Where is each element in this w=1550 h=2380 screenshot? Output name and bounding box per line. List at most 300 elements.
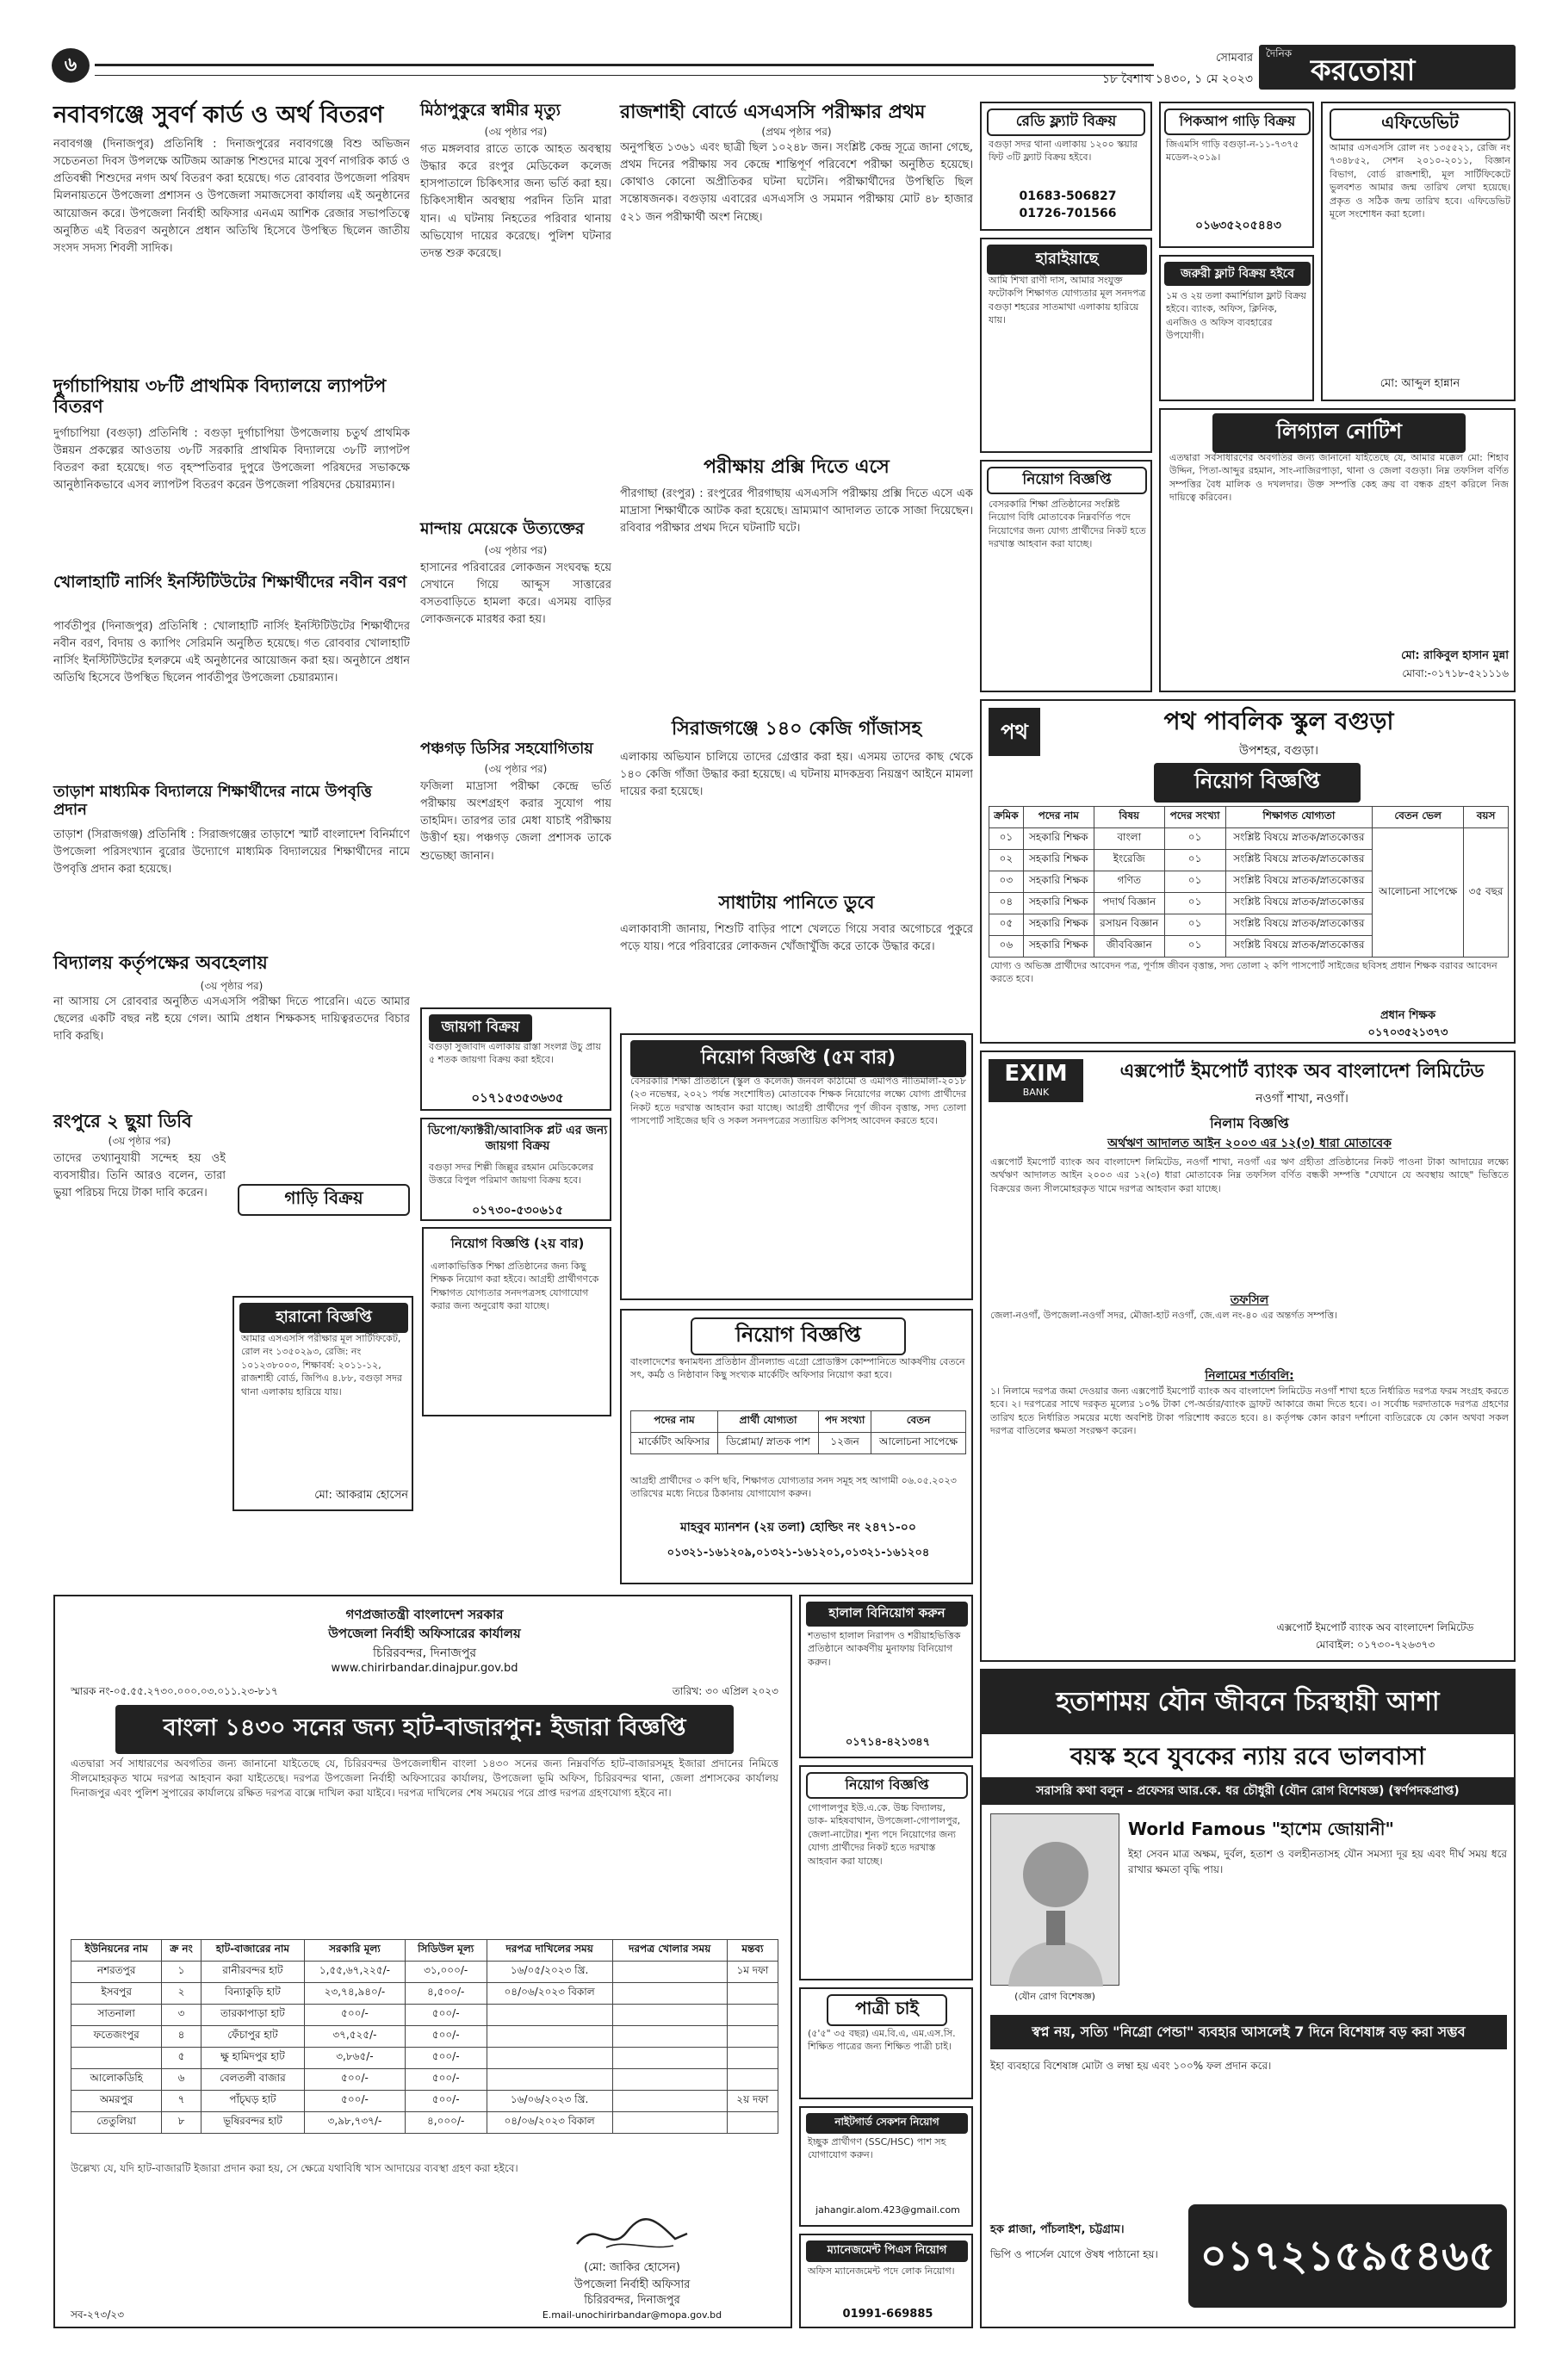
ad-urgent-flat [1159,255,1314,401]
school-table-cell: সংশ্লিষ্ট বিষয়ে স্নাতক/স্নাতকোত্তর [1225,871,1373,893]
ad-title: এফিডেভিট [1330,108,1510,140]
ad-nightguard [799,2106,973,2227]
school-table-cell: ০১ [989,828,1024,850]
ad-phone: 01683-506827 [1019,189,1117,203]
govt-table-cell: ক্ষু হামিদপুর হাট [201,2048,304,2069]
ad-affidavit [1321,102,1516,401]
govt-text: এতদ্বারা সর্ব সাধারণের অবগতির জন্য জানানো যাইতেছে যে, চিরিরবন্দর উপজেলাধীন বাংলা ১৪৩০ সনের জন্য নিম্নবর্ণিত হাট-বাজারসমূহ ইজারা প্রদানের নিমিত্তে সীলমোহরকৃত খামে দরপত্র আহবান করা যাইতেছে। দরপত্র উপজেলা নির্বাহী অফিসারের কার্যালয়, উপজেলা ভূমি অফিস, চিরিরবন্দর থানা, জেলা প্রশাসকের কার্যালয় দিনাজপুর এবং পুলিশ সুপারের কার্যালয়ে রক্ষিত দরপত্র বাক্সে দাখিল করা যাইবে। দরপত্র দাখিলের শেষ সময়ের পরে প্রাপ্ত দরপত্র গ্রহণযোগ্য হইবে না। [71,1757,778,1799]
ad-title: হারাইয়াছে [987,245,1147,275]
govt-table-cell: ৮ [162,2112,201,2134]
exim-law: অর্থঋণ আদালত আইন ২০০৩ এর ১২(৩) ধারা মোতাবেক [1107,1137,1392,1150]
school-table-cell: গণিত [1094,871,1164,893]
govt-table-cell [612,2005,727,2026]
article-body: নবাবগঞ্জ (দিনাজপুর) প্রতিনিধি : দিনাজপুরের নবাবগঞ্জে বিশু অভিজন সচেতনতা দিবস উপলক্ষে অটিজম আক্রান্ত শিশুদের মাঝে সুবর্ণ নাগরিক কার্ড ও প্রতিবন্ধী শিশুদের নগদ অর্থ বিতরণ করা হয়েছে। গত রোববার উপজেলা পরিষদ মিলনায়তনে উপজেলা প্রশাসন ও উপজেলা সমাজসেবা কার্যালয় এই অনুষ্ঠানের আয়োজন করে। উপজেলা নির্বাহী অফিসার এনএম আশিক রেজার সভাপতিত্বে অনুষ্ঠিত এই বিতরণ অনুষ্ঠানে প্রধান অতিথি হিসেবে উপস্থিত ছিলেন জাতীয় সংসদ সদস্য শিবলী সাদিক। [53,138,410,255]
health-strip: সরাসরি কথা বলুন - প্রফেসর আর.কে. ধর চৌধুরী (যৌন রোগ বিশেষজ্ঞ) (স্বর্ণপদকপ্রাপ্ত) [982,1777,1514,1805]
govt-table-cell: নশরতপুর [71,1962,162,1983]
headline-manda: মান্দায় মেয়েকে উত্যক্তের [420,519,585,538]
ad-jobs-second [422,1227,611,1416]
govt-table-cell: ৫০০/- [405,2069,487,2091]
exim-text: জেলা-নওগাঁ, উপজেলা-নওগাঁ সদর, মৌজা-হাট নওগাঁ, জে.এল নং-৪০ এর অন্তর্গত সম্পত্তি। [990,1310,1338,1321]
school-table-cell: জীববিজ্ঞান [1094,936,1164,958]
headline-school-negligence: বিদ্যালয় কর্তৃপক্ষের অবহেলায় [53,952,268,973]
govt-table-cell: ১ম দফা [727,1962,778,1983]
school-table-cell: সংশ্লিষ্ট বিষয়ে স্নাতক/স্নাতকোত্তর [1225,893,1373,914]
govt-table-row [71,1962,778,1983]
ad-pickup-sale [1159,102,1314,248]
column-3 [620,102,973,1118]
exim-logo-sub: BANK [1022,1087,1050,1098]
govt-text: উল্লেখ্য যে, যদি হাট-বাজারটি ইজারা প্রদান করা হয়, সে ক্ষেত্রে যথাবিধি খাস আদায়ের ব্যবস্থা গ্রহণ করা হইবে। [71,2162,518,2174]
ad-jobs-3 [799,1765,973,1980]
health-headline: হতাশাময় যৌন জীবনে চিরস্থায়ী আশা [982,1670,1514,1734]
govt-table-cell: তারকাপাড়া হাট [201,2005,304,2026]
headline-husband-death: মিঠাপুকুরে স্বামীর মৃত্যু [420,101,561,120]
article-body: হাসানের পরিবারের লোকজন সংঘবদ্ধ হয়ে সেখানে গিয়ে আব্দুস সাত্তারের বসতবাড়িতে হামলা করে। এসময় বাড়ির লোকজনকে মারধর করা হয়। [420,561,611,627]
ad-text: ইচ্ছুক প্রার্থীগণ (SSC/HSC) পাশ সহ যোগাযোগ করুন। [808,2136,946,2161]
ad-text: শতভাগ হালাল নিরাপদ ও শরীয়াহভিত্তিক প্রতিষ্ঠানে আকর্ষণীয় মুনাফায় বিনিয়োগ করুন। [808,1630,961,1668]
govt-table-cell: ১৬/০৬/২০২৩ খ্রি. [487,2091,612,2112]
ad-phone: ০১৭১৪-৪২১৩৪৭ [845,1736,931,1749]
govt-table-cell: ৫০০/- [305,2091,406,2112]
ad-text: এলাকাভিত্তিক শিক্ষা প্রতিষ্ঠানের জন্য কিছু শিক্ষক নিয়োগ করা হইবে। আগ্রহী প্রার্থীগণকে শিক্ষাগত যোগ্যতার সনদপত্রসহ যোগাযোগ করার জন্য অনুরোধ করা যাচ্ছে। [431,1261,599,1312]
exim-branch: নওগাঁ শাখা, নওগাঁ। [1256,1092,1348,1106]
govt-table-cell [727,2069,778,2091]
article-body: ফজিলা মাদ্রাসা পরীক্ষা কেন্দ্রে ভর্তি পরীক্ষায় অংশগ্রহণ করার সুযোগ পায় তাহমিদ। তারপর তার মেধা যাচাই পরীক্ষায় উত্তীর্ণ হয়। পঞ্চগড় জেলা প্রশাসক তাকে শুভেচ্ছা জানান। [420,780,611,863]
govt-table-cell: ৭ [162,2091,201,2112]
ad-title: পাত্রী চাই [827,1994,947,2026]
school-table-cell: সহকারি শিক্ষক [1023,893,1094,914]
govt-table-cell: ৩ [162,2005,201,2026]
school-table-cell: সংশ্লিষ্ট বিষয়ে স্নাতক/স্নাতকোত্তর [1225,828,1373,850]
school-table-cell: পদার্থ বিজ্ঞান [1094,893,1164,914]
doctor-photo [990,1813,1119,1986]
health-headline-2: বয়স্ক হবে যুবকের ন্যায় রবে ভালবাসা [1070,1742,1426,1770]
govt-table-header-cell: হাট-বাজারের নাম [201,1940,304,1962]
article-body: তাড়াশ (সিরাজগঞ্জ) প্রতিনিধি : সিরাজগঞ্জের তাড়াশে স্মার্ট বাংলাদেশ বিনির্মাণে উপজেলা পরিসংখ্যান বুরোর উদ্যোগে মাধ্যমিক বিদ্যালয়ের শিক্ষার্থীদের নামে উপবৃত্তি প্রদান করা হয়েছে। [53,828,410,877]
exim-logo-text: EXIM [1004,1061,1068,1087]
govt-table-cell [487,2005,612,2026]
ad-management [799,2234,973,2328]
govt-table-cell: ৫০০/- [405,2005,487,2026]
continued-label: (৩য় পৃষ্ঠার পর) [200,980,264,992]
headline-drowning: সাধাটায় পানিতে ডুবে [718,892,875,913]
ad-text: বগুড়া সদর শিল্পী জিল্লুর রহমান মেডিকেলের উত্তরে বিপুল পরিমাণ জায়গা বিক্রয় হবে। [429,1162,594,1187]
ad-title: জায়গা বিক্রয় [429,1014,532,1042]
govt-table-row [71,2005,778,2026]
school-table-header-cell: পদের নাম [1023,807,1094,828]
headline-sirajganj: সিরাজগঞ্জে ১৪০ কেজি গাঁজাসহ [671,718,922,740]
ad-jobs-fifth [620,1033,973,1300]
govt-table-cell [727,2026,778,2048]
govt-table-cell: ৪,০০০/- [405,2112,487,2134]
ad-title: নিয়োগ বিজ্ঞপ্তি [806,1772,968,1799]
school-table-header-cell: পদের সংখ্যা [1164,807,1225,828]
ad-text: জিএমসি গাড়ি বগুড়া-ন-১১-৭৩৭৫ মডেল-২০১৯। [1166,139,1299,164]
school-table-cell: ০৬ [989,936,1024,958]
headline-tarash: তাড়াশ মাধ্যমিক বিদ্যালয়ে শিক্ষার্থীদের নামে উপবৃত্তি প্রদান [53,783,372,819]
school-title: নিয়োগ বিজ্ঞপ্তি [1154,763,1361,803]
govt-table-cell: সাতনালা [71,2005,162,2026]
ad-title: ম্যানেজমেন্ট পিএস নিয়োগ [806,2241,968,2262]
govt-footer: সব-২৭৩/২৩ [71,2309,124,2321]
school-table-cell: ৩৫ বছর [1464,828,1509,958]
ad-phones: ০১৩২১-১৬১২০৯,০১৩২১-১৬১২০১,০১৩২১-১৬১২০৪ [666,1546,930,1559]
school-name: পথ পাবলিক স্কুল বগুড়া [1163,707,1394,735]
column-2 [420,102,611,1221]
health-address: হক প্লাজা, পাঁচলাইশ, চট্টগ্রাম। [990,2223,1125,2236]
ad-text: গোপালপুর ইউ.এ.কে. উচ্চ বিদ্যালয়, ডাক- মহিষবাথান, উপজেলা-গোপালপুর, জেলা-নাটোর। শূন্য পদে নিয়োগের জন্য যোগ্য প্রার্থীদের নিকট হতে দরখাস্ত আহবান করা যাচ্ছে। [808,1802,961,1867]
ad-title: জরুরী ফ্লাট বিক্রয় হইবে [1164,262,1311,286]
govt-table-cell: ফতেজংপুর [71,2026,162,2048]
govt-table-cell [612,1962,727,1983]
job-table-cell: ডিপ্লোমা/ স্নাতক পাশ [717,1433,818,1454]
govt-table-row [71,2026,778,2048]
masthead-logo [1259,45,1516,90]
govt-table-header-cell: সিডিউল মূল্য [405,1940,487,1962]
job-table-header-cell: প্রার্থী যোগ্যতা [717,1411,818,1433]
govt-table-cell: ২য় দফা [727,2091,778,2112]
govt-table-cell: ৫০০/- [305,2005,406,2026]
ad-title: ডিপো/ফ্যাক্টরী/আবাসিক প্লট এর জন্য জায়গা বিক্রয় [427,1124,608,1154]
ad-title: নাইটগার্ড সেকশন নিয়োগ [806,2113,968,2134]
school-table-cell: আলোচনা সাপেক্ষে [1373,828,1464,958]
ad-lost [232,1296,413,1511]
article-body: পার্বতীপুর (দিনাজপুর) প্রতিনিধি : খোলাহাটি নার্সিং ইনস্টিটিউটের শিক্ষার্থীদের নবীন বরণ, বিদায় ও ক্যাপিং সেরিমনি অনুষ্ঠিত হয়েছে। গত রোববার খোলাহাটি নার্সিং ইনস্টিটিউটের হলরুমে এই অনুষ্ঠানের আয়োজন করা হয়। অনুষ্ঠানে প্রধান অতিথি হিসেবে উপস্থিত ছিলেন পার্বতীপুর উপজেলা চেয়ারম্যান। [53,620,410,685]
health-text: ইহা সেবন মাত্র অক্ষম, দুর্বল, হতাশ ও বলহীনতাসহ যৌন সমস্যা দূর হয় এবং দীর্ঘ সময় ধরে রাখার ক্ষমতা বৃদ্ধি পায়। [1128,1848,1507,1875]
school-table-header-cell: বয়স [1464,807,1509,828]
govt-table-cell: ৩৭,৫২৫/- [305,2026,406,2048]
ad-title: রেডি ফ্ল্যাট বিক্রয় [987,108,1145,136]
govt-table-cell [727,2112,778,2134]
govt-table-header-cell: ইউনিয়নের নাম [71,1940,162,1962]
continued-label: (৩য় পৃষ্ঠার পর) [484,544,548,556]
school-phone: ০১৭০৩৫২১৩৭৩ [1367,1026,1448,1039]
govt-table-row [71,2069,778,2091]
school-text: যোগ্য ও অভিজ্ঞ প্রার্থীদের আবেদন পত্র, পূর্ণাঙ্গ জীবন বৃত্তান্ত, সদ্য তোলা ২ কপি পাসপোর্ট সাইজের ছবিসহ প্রধান শিক্ষক বরাবর আবেদন করতে হবে। [990,960,1497,985]
signature-mark [572,2213,692,2256]
headline-nursing: খোলাহাটি নার্সিং ইনস্টিটিউটের শিক্ষার্থীদের নবীন বরণ [53,573,407,592]
school-table-cell: ০১ [1164,828,1225,850]
govt-table-row [71,2112,778,2134]
ad-text: আমার এসএসসি পরীক্ষার মূল সার্টিফিকেট, রোল নং ১৩৫০২৯৩, রেজি: নং ১০১২৩৮০০৩, শিক্ষাবর্ষ: ২০১১-১২, রাজশাহী বোর্ড, জিপিএ ৪.৮৮, বগুড়া সদর থানা এলাকায় হারিয়ে যায়। [241,1333,402,1398]
ad-phone: ০১৬৩৫২০৫৪৪৩ [1194,219,1282,232]
govt-memo: স্মারক নং-০৫.৫৫.২৭৩০.০০০.০৩.০১১.২৩-৮১৭ [71,1685,278,1697]
govt-table-cell: ৪,৫০০/- [405,1983,487,2005]
govt-table-header-cell: দরপত্র দাখিলের সময় [487,1940,612,1962]
govt-email: E.mail-unochirirbandar@mopa.gov.bd [542,2309,722,2321]
column-1 [53,102,410,1221]
ad-title: পিকআপ গাড়ি বিক্রয় [1164,108,1311,135]
health-phone: ০১৭২১৫৯৫৪৬৫ [1188,2204,1507,2308]
govt-table-header-cell: ক্র নং [162,1940,201,1962]
govt-table-row [71,2091,778,2112]
ad-title: নিয়োগ বিজ্ঞপ্তি (২য় বার) [450,1236,585,1251]
school-table-cell: ০৩ [989,871,1024,893]
govt-table-cell: পাঁচ্ঘড় হাট [201,2091,304,2112]
school-table-header-cell: শিক্ষাগত যোগ্যতা [1225,807,1373,828]
headline-nawabganj: নবাবগঞ্জে সুবর্ণ কার্ড ও অর্থ বিতরণ [53,102,384,128]
govt-table-cell [612,2112,727,2134]
govt-table-row [71,1983,778,2005]
school-table-cell: সহকারি শিক্ষক [1023,914,1094,936]
ad-phone: 01726-701566 [1019,207,1117,220]
govt-table-cell [612,2091,727,2112]
continued-label: (৩য় পৃষ্ঠার পর) [484,126,548,138]
health-slogan: স্বপ্ন নয়, সত্যি "নিগ্রো পেন্ডা" ব্যবহার আসলেই 7 দিনে বিশেষাঙ্গ বড় করা সম্ভব [990,2015,1507,2049]
govt-banner: বাংলা ১৪৩০ সনের জন্য হাট-বাজারপুন: ইজারা বিজ্ঞপ্তি [115,1705,734,1754]
headline-rajshahi-ssc: রাজশাহী বোর্ডে এসএসসি পরীক্ষার প্রথম [620,102,926,123]
govt-table-cell: ৩১,০০০/- [405,1962,487,1983]
govt-table-cell: ইসবপুর [71,1983,162,2005]
school-table-cell: সংশ্লিষ্ট বিষয়ে স্নাতক/স্নাতকোত্তর [1225,936,1373,958]
day-label: সোমবার [1215,52,1253,65]
govt-table-cell [612,2069,727,2091]
ad-health [980,1669,1516,2328]
ad-jobs-marketing [620,1309,973,1584]
ad-text: বেসরকারি শিক্ষা প্রতিষ্ঠানের সংশ্লিষ্ট নিয়োগ বিধি মোতাবেক নিম্নবর্ণিত পদে নিয়োগের জন্য যোগ্য প্রার্থীদের নিকট হতে দরখাস্ত আহবান করা যাচ্ছে। [989,499,1146,550]
govt-table-cell: বিন্যাকুড়ি হাট [201,1983,304,2005]
govt-table-cell: ৫০০/- [405,2091,487,2112]
school-table-cell: সহকারি শিক্ষক [1023,850,1094,871]
ad-phone: ০১৭৩০-৫৩০৬১৫ [472,1204,563,1218]
govt-table-cell: ৩,৮৬৫/- [305,2048,406,2069]
govt-table-cell [487,2026,612,2048]
continued-label: (৩য় পৃষ্ঠার পর) [484,763,548,775]
ad-title: গাড়ি বিক্রয় [238,1184,410,1216]
masthead-title: করতোয়া [1311,53,1416,88]
govt-table-cell [71,2048,162,2069]
ad-title: নিয়োগ বিজ্ঞপ্তি (৫ম বার) [630,1040,966,1077]
ad-land-sale [420,1007,611,1111]
school-table-header [989,807,1509,828]
govt-table-cell: আলোকডিহি [71,2069,162,2091]
school-table-cell: ০৫ [989,914,1024,936]
doctor-caption: (যৌন রোগ বিশেষজ্ঞ) [1014,1991,1095,2002]
govt-table-cell: ৫০০/- [405,2026,487,2048]
govt-table-cell [727,2005,778,2026]
govt-signer-title: উপজেলা নির্বাহী অফিসার [574,2278,691,2291]
exim-auction [980,1051,1516,1662]
govt-table-cell [612,2048,727,2069]
school-table-cell: বাংলা [1094,828,1164,850]
govt-signer-name: (মো: জাকির হোসেন) [584,2261,680,2274]
school-table-row [989,828,1509,850]
exim-phone: মোবাইল: ০১৭৩০-৭২৬৩৭৩ [1315,1639,1435,1651]
school-table [989,806,1509,958]
govt-table-cell [727,1983,778,2005]
govt-table-cell [612,2026,727,2048]
job-table-cell: মার্কেটিং অফিসার [631,1433,718,1454]
school-table-cell: ইংরেজি [1094,850,1164,871]
job-table [630,1410,966,1454]
article-body: পীরগাছা (রংপুর) : রংপুরের পীরগাছায় এসএসসি পরীক্ষায় প্রক্সি দিতে এসে এক মাদ্রাসা শিক্ষার্থীকে আটক করা হয়েছে। ভ্রাম্যমাণ আদালত তাকে সাজা দিয়েছেন। রবিবার পরীক্ষার প্রথম দিনে ঘটনাটি ঘটে। [620,487,973,536]
exim-signer: এক্সপোর্ট ইমপোর্ট ব্যাংক অব বাংলাদেশ লিমিটেড [1276,1621,1474,1633]
ad-title: হারানো বিজ্ঞপ্তি [239,1303,408,1333]
job-table-row [631,1433,966,1454]
headline-laptop: দুর্গাচাপিয়ায় ৩৮টি প্রাথমিক বিদ্যালয়ে ল্যাপটপ বিতরণ [53,375,387,418]
govt-table-cell [612,1983,727,2005]
govt-table-cell: ফেঁচাপুর হাট [201,2026,304,2048]
govt-table-cell: ৫০০/- [405,2048,487,2069]
ad-signature: মো: আকরাম হোসেন [314,1489,408,1502]
article-body: না আসায় সে রোববার অনুষ্ঠিত এসএসসি পরীক্ষা দিতে পারেনি। এতে আমার ছেলের একটি বছর নষ্ট হয়ে গেল। আমি প্রধান শিক্ষকসহ দায়িত্বরতদের বিচার দাবি করছি। [53,995,410,1044]
school-table-cell: ০১ [1164,871,1225,893]
ad-title: হালাল বিনিয়োগ করুন [806,1602,968,1627]
ad-ready-flat [980,102,1152,231]
govt-table-cell: ১৬/০৫/২০২৩ খ্রি. [487,1962,612,1983]
exim-text: এক্সপোর্ট ইমপোর্ট ব্যাংক অব বাংলাদেশ লিমিটেড, নওগাঁ শাখা, নওগাঁ এর ঋণ গ্রহীতা প্রতিষ্ঠানের নিকট পাওনা টাকা আদায়ের লক্ষ্যে অর্থঋণ আদালত আইন ২০০৩ এর ১২(৩) ধারা মোতাবেক নিম্ন তফসিল বর্ণিত বন্ধকী সম্পত্তি "যেখানে যে অবস্থায় আছে" ভিত্তিতে বিক্রয়ের জন্য সীলমোহরকৃত খামে দরপত্র আহবান করা যাচ্ছে। [990,1156,1509,1194]
continued-label: (৩য় পৃষ্ঠার পর) [108,1135,171,1147]
govt-table-cell: ৬ [162,2069,201,2091]
exim-name: এক্সপোর্ট ইমপোর্ট ব্যাংক অব বাংলাদেশ লিমিটেড [1119,1061,1485,1082]
school-signer: প্রধান শিক্ষক [1380,1009,1436,1022]
school-table-cell: সহকারি শিক্ষক [1023,936,1094,958]
govt-table-cell: ৫ [162,2048,201,2069]
school-table-cell: ০১ [1164,850,1225,871]
govt-table-cell: ০৪/০৬/২০২৩ বিকাল [487,1983,612,2005]
article-body: এলাকাবাসী জানায়, শিশুটি বাড়ির পাশে খেলতে গিয়ে সবার অগোচরে পুকুরে পড়ে যায়। পরে পরিবারের লোকজন খোঁজাখুঁজি করে তাকে উদ্ধার করে। [620,923,973,954]
page-header [0,0,1550,93]
article-body: অনুপস্থিত ১৩৬১ এবং ছাত্রী ছিল ১০২৪৮ জন। সংশ্লিষ্ট কেন্দ্র সূত্রে জানা গেছে, প্রথম দিনের পরীক্ষায় সব কেন্দ্রে শান্তিপূর্ণ পরিবেশে পরীক্ষা অনুষ্ঠিত হয়েছে। কোথাও কোনো অপ্রীতিকর ঘটনা ঘটেনি। পরীক্ষার্থীদের উপস্থিতি ছিল সন্তোষজনক। বগুড়ায় এবারের এসএসসি ও সমমান পরীক্ষায় মোট ৪৮ হাজার ৫২১ জন পরীক্ষার্থী অংশ নিচ্ছে। [620,141,973,224]
date-line: ১৮ বৈশাখ ১৪৩০, ১ মে ২০২৩ [1101,72,1253,86]
govt-table-cell: বেলতলী বাজার [201,2069,304,2091]
ad-text: আমার এসএসসি রোল নং ১৩৫৫২১, রেজি নং ৭৩৪৮৫২, সেশন ২০১০-২০১১, বিজ্ঞান বিভাগ, বোর্ড রাজশাহী, মূল সার্টিফিকেটে ভুলবশত আমার জন্ম তারিখ লেখা হয়েছে। প্রকৃত ও সঠিক জন্ম তারিখ হবে। এফিডেভিট মূলে সংশোধন করা হলো। [1330,142,1510,220]
govt-table-cell: তেতুলিয়া [71,2112,162,2134]
govt-table-row [71,2048,778,2069]
job-table-cell: ১২জন [819,1433,871,1454]
headline-proxy-exam: পরীক্ষায় প্রক্সি দিতে এসে [704,456,890,478]
article-body: দুর্গাচাপিয়া (বগুড়া) প্রতিনিধি : বগুড়া দুর্গাচাপিয়া উপজেলায় চতুর্থ প্রাথমিক উন্নয়ন প্রকল্পের আওতায় ৩৮টি সরকারি প্রাথমিক বিদ্যালয়ে ৩৮টি ল্যাপটপ বিতরণ করা হয়েছে। গত বৃহস্পতিবার দুপুরে উপজেলা পরিষদের সভাকক্ষে আনুষ্ঠানিকভাবে এসব ল্যাপটপ বিতরণ করেন উপজেলা পরিষদের চেয়ারম্যান। [53,427,410,493]
ad-phone: 01991-669885 [842,2308,933,2321]
school-table-cell: ০২ [989,850,1024,871]
header-rule [95,64,1154,76]
legal-title: লিগ্যাল নোটিশ [1212,413,1466,453]
exim-conditions: নিলামের শর্তাবলি: [1205,1369,1294,1383]
school-table-cell: রসায়ন বিজ্ঞান [1094,914,1164,936]
govt-line1: গণপ্রজাতন্ত্রী বাংলাদেশ সরকার [345,1607,504,1622]
govt-table-cell: ২ [162,1983,201,2005]
ad-phone: ০১৭১৫৩৫৩৬৩৫ [471,1090,564,1106]
ad-bride-wanted [799,1987,973,2099]
govt-table-cell: ৩,৯৮,৭৩৭/- [305,2112,406,2134]
health-text: ইহা ব্যবহারে বিশেষাঙ্গ মোটা ও লম্বা হয় এবং ১০০% ফল প্রদান করে। [990,2060,1272,2072]
exim-notice: নিলাম বিজ্ঞপ্তি [1210,1115,1289,1131]
govt-table-cell [727,2048,778,2069]
exim-logo [989,1059,1083,1102]
govt-table-cell: ৫০০/- [305,2069,406,2091]
job-table-header-cell: পদের নাম [631,1411,718,1433]
ad-halal-invest [799,1595,973,1758]
ad-text: আগ্রহী প্রার্থীদের ৩ কপি ছবি, শিক্ষাগত যোগ্যতার সনদ সমূহ সহ আগামী ০৬.০৫.২০২৩ তারিখের মধ্যে নিচের ঠিকানায় যোগাযোগ করুন। [630,1475,957,1500]
school-table-cell: ০১ [1164,893,1225,914]
ad-signature: মো: আব্দুল হান্নান [1380,377,1460,390]
school-table-cell: সংশ্লিষ্ট বিষয়ে স্নাতক/স্নাতকোত্তর [1225,914,1373,936]
school-table-header-cell: বিষয় [1094,807,1164,828]
ad-email: jahangir.alom.423@gmail.com [815,2204,960,2216]
headline-rangpur: রংপুরে ২ ছুয়া ডিবি [53,1111,192,1131]
govt-lease-notice [53,1595,792,2328]
govt-table-cell: ভূষিরবন্দর হাট [201,2112,304,2134]
govt-table-cell [487,2048,612,2069]
job-table-header-cell: বেতন [871,1411,966,1433]
school-table-cell: ০৪ [989,893,1024,914]
govt-table-header-cell: সরকারি মূল্য [305,1940,406,1962]
govt-date: তারিখ: ৩০ এপ্রিল ২০২৩ [672,1685,778,1697]
legal-text: এতদ্বারা সর্বসাধারণের অবগতির জন্য জানানো যাইতেছে যে, আমার মক্কেল মো: শিহাব উদ্দিন, পিতা-আব্দুর রহমান, সাং-নাজিরপাড়া, থানা ও জেলা বগুড়া। নিম্ন তফসিল বর্ণিত সম্পত্তির বৈধ মালিক ও দখলদার। উক্ত সম্পত্তি কেহ ক্রয় বা বন্ধক গ্রহণ করিলে নিজ দায়িত্বে করিবেন। [1169,452,1509,504]
govt-table-cell: ১ [162,1962,201,1983]
school-logo: পথ [989,708,1040,756]
govt-table-cell [487,2069,612,2091]
school-table-cell: ০১ [1164,914,1225,936]
govt-signer-place: চিরিরবন্দর, দিনাজপুর [584,2294,680,2307]
govt-line3: চিরিরবন্দর, দিনাজপুর [372,1646,477,1660]
health-world: World Famous "হাশেম জোয়ানী" [1128,1819,1394,1839]
govt-table-cell: অমরপুর [71,2091,162,2112]
job-table-cell: আলোচনা সাপেক্ষে [871,1433,966,1454]
headline-panchagarh: পঞ্চগড় ডিসির সহযোগিতায় [420,740,593,758]
ad-text: ১ম ও ২য় তলা কমার্শিয়াল ফ্লাট বিক্রয় হইবে। ব্যাংক, অফিস, ক্লিনিক, এনজিও ও অফিস ব্যবহারের উপযোগী। [1166,290,1306,342]
article-body: গত মঙ্গলবার রাতে তাকে আহত অবস্থায় উদ্ধার করে রংপুর মেডিকেল কলেজ হাসপাতালে চিকিৎসার জন্য ভর্তি করা হয়। চিকিৎসাধীন অবস্থায় পরদিন তিনি মারা যান। এ ঘটনায় নিহতের পরিবার থানায় অভিযোগ দায়ের করেছে। পুলিশ ঘটনার তদন্ত শুরু করেছে। [420,143,611,260]
job-table-header [631,1411,966,1433]
school-table-cell: সংশ্লিষ্ট বিষয়ে স্নাতক/স্নাতকোত্তর [1225,850,1373,871]
masthead-small: দৈনিক [1266,47,1293,59]
govt-table [71,1939,778,2134]
school-table-header-cell: ক্রমিক [989,807,1024,828]
article-body: তাদের তথ্যানুযায়ী সন্দেহ হয় ওই ব্যবসায়ীর। তিনি আরও বলেন, তারা ভুয়া পরিচয় দিয়ে টাকা দাবি করেন। [53,1152,226,1200]
health-courier: ভিপি ও পার্সেল যোগে ঔষধ পাঠানো হয়। [990,2248,1158,2260]
govt-table-header-cell: মন্তব্য [727,1940,778,1962]
govt-line2: উপজেলা নির্বাহী অফিসারের কার্যালয় [328,1626,521,1641]
govt-table-cell: রানীরবন্দর হাট [201,1962,304,1983]
ad-text: বগুড়া সদর থানা এলাকায় ১২০০ স্কয়ার ফিট ৩টি ফ্ল্যাট বিক্রয় হইবে। [989,139,1138,164]
page-number-badge: ৬ [52,48,90,83]
ad-title: নিয়োগ বিজ্ঞপ্তি [691,1317,906,1355]
school-table-cell: সহকারি শিক্ষক [1023,871,1094,893]
ad-text: বেসরকারি শিক্ষা প্রতিষ্ঠানে (স্কুল ও কলেজ) জনবল কাঠামো ও এমপিও নীতিমালা-২০১৮ (২৩ নভেম্বর, ২০২১ পর্যন্ত সংশোধিত) মোতাবেক শিক্ষক নিয়োগের লক্ষ্যে যোগ্য প্রার্থীদের নিকট হতে দরখাস্ত আহবান করা যাচ্ছে। আগ্রহী প্রার্থীদের পূর্ণ জীবন বৃত্তান্ত, সদ্য তোলা পাসপোর্ট সাইজের ছবি ও সকল সনদপত্রের সত্যায়িত কপিসহ আবেদন করতে হবে। [630,1075,966,1127]
govt-table-header [71,1940,778,1962]
exim-text: ১। নিলামে দরপত্র জমা দেওয়ার জন্য এক্সপোর্ট ইমপোর্ট ব্যাংক অব বাংলাদেশ লিমিটেড নওগাঁ শাখা হতে নির্ধারিত দরপত্র ফরম সংগ্রহ করতে হবে। ২। দরপত্রের সাথে দরকৃত মূল্যের ১০% টাকা পে-অর্ডার/ব্যাংক ড্রাফট আকারে জমা দিতে হবে। ৩। সর্বোচ্চ দরদাতাকে দরপত্র গ্রহণের তারিখ হতে নির্ধারিত সময়ের মধ্যে অবশিষ্ট টাকা পরিশোধ করতে হবে। ৪। কর্তৃপক্ষ কোন কারণ দর্শানো ব্যতিরেকে যে কোন অথবা সকল দরপত্র বাতিলের ক্ষমতা সংরক্ষণ করেন। [990,1385,1509,1437]
legal-notice [1159,408,1516,692]
ad-title: নিয়োগ বিজ্ঞপ্তি [987,467,1147,494]
school-recruitment [980,699,1516,1044]
govt-table-header-cell: দরপত্র খোলার সময় [612,1940,727,1962]
ad-jobs-col4 [980,460,1152,692]
legal-signer: মো: রাকিবুল হাসান মুন্না [1401,649,1509,662]
ad-text: অফিস ম্যানেজমেন্ট পদে লোক নিয়োগ। [808,2265,955,2277]
ad-lost-2 [980,238,1152,453]
ad-text: বগুড়া সুজাবাদ এলাকায় রাস্তা সংলগ্ন উচু প্রায় ৫ শতক জায়গা বিক্রয় করা হইবে। [429,1041,601,1066]
legal-phone: মোবা:-০১৭১৮-৫২১১১৬ [1402,667,1509,679]
school-table-header-cell: বেতন ভেল [1373,807,1464,828]
ad-plot-sale [420,1118,611,1221]
govt-table-cell: ২৩,৭৪,৯৪০/- [305,1983,406,2005]
school-table-cell: ০১ [1164,936,1225,958]
job-table-header-cell: পদ সংখ্যা [819,1411,871,1433]
govt-table-cell: ০৪/০৬/২০২৩ বিকাল [487,2112,612,2134]
ad-text: বাংলাদেশের স্বনামধন্য প্রতিষ্ঠান গ্রীনল্যান্ড এগ্রো প্রোডাক্টস কোম্পানিতে আকর্ষণীয় বেতনে সৎ, কর্মঠ ও নিষ্ঠাবান কিছু সংখ্যক মার্কেটিং অফিসার নিয়োগ করা হবে। [630,1356,965,1381]
school-table-cell: সহকারি শিক্ষক [1023,828,1094,850]
govt-table-cell: ৪ [162,2026,201,2048]
ad-car-sale [238,1184,410,1236]
govt-table-cell: ১,৫৫,৬৭,২২৫/- [305,1962,406,1983]
ad-contact: মাহবুব ম্যানশন (২য় তলা) হোল্ডিং নং ২৪৭১-০০ [680,1521,916,1534]
govt-website: www.chirirbandar.dinajpur.gov.bd [331,1662,518,1675]
continued-label: (প্রথম পৃষ্ঠার পর) [761,126,832,138]
ad-text: (৫'৫" ৩৫ বছর) এম.বি.এ, এম.এস.সি. শিক্ষিত পাত্রের জন্য শিক্ষিত পাত্রী চাই। [808,2028,956,2053]
school-place: উপশহর, বগুড়া। [1239,744,1318,758]
article-body: এলাকায় অভিযান চালিয়ে তাদের গ্রেপ্তার করা হয়। এসময় তাদের কাছ থেকে ১৪০ কেজি গাঁজা উদ্ধার করা হয়েছে। এ ঘটনায় মাদকদ্রব্য নিয়ন্ত্রণ আইনে মামলা দায়ের করা হয়েছে। [620,751,973,799]
ad-text: আমি শিখা রাণী দাস, আমার সংযুক্ত ফটোকপি শিক্ষাগত যোগ্যতার মূল সনদপত্র বগুড়া শহরের সাতমাথা এলাকায় হারিয়ে যায়। [989,275,1146,326]
